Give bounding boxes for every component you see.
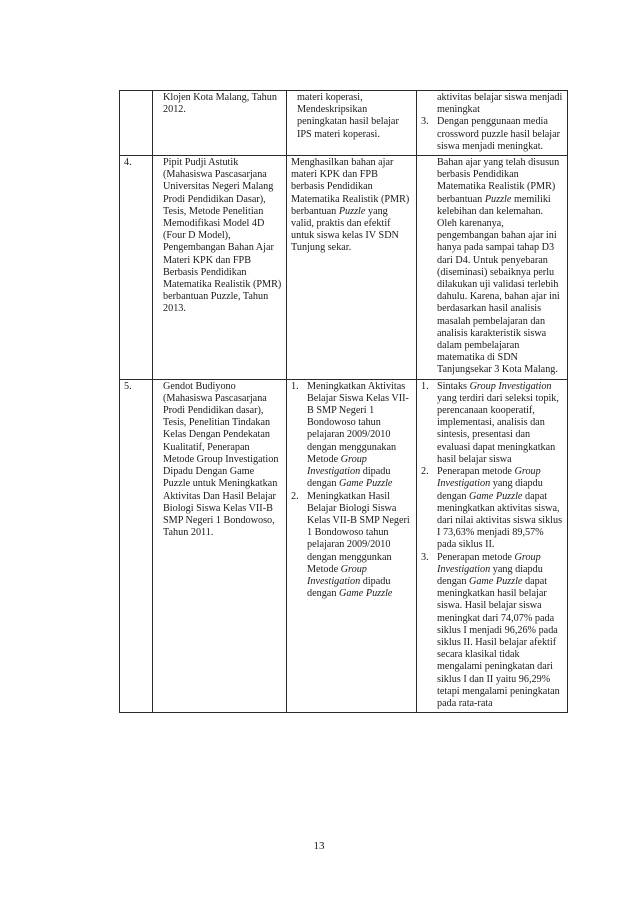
author-cell: Gendot Budiyono (Mahasiswa Pascasarjana Prodi Pendidikan dasar), Tesis, Penelitian Tindakan Kelas Dengan Pendekatan Kualitatif, Penerapan Metode Group Investigation Dipadu Dengan Game Puzzle untuk Meningkatkan Aktivitas Dan Hasil Belajar Biologi Siswa Kelas VII-B SMP Negeri 1 Bondowoso, Tahun 2011. [153, 379, 287, 712]
objective-cell: Menghasilkan bahan ajar materi KPK dan FPB berbasis Pendidikan Matematika Realistik (PMR) berbantuan Puzzle yang valid, praktis dan efektif untuk siswa kelas IV SDN Tunjung sekar. [287, 156, 417, 380]
objective-cell [287, 379, 417, 712]
result-cell: Bahan ajar yang telah disusun berbasis Pendidikan Matematika Realistik (PMR) berbantuan Puzzle memiliki kelebihan dan kelemahan. Oleh karenanya, pengembangan bahan ajar ini hanya pada sampai tahap D3 dari D4. Untuk penyebaran (diseminasi) sebaiknya perlu dilakukan uji validasi terlebih dahulu. Karena, bahan ajar ini berdasarkan hasil analisis masalah pembelajaran dan analisis karakteristik siswa dalam pembelajaran matematika di SDN Tanjungsekar 3 Kota Malang. [417, 156, 568, 380]
result-cell [417, 91, 568, 156]
table-row [120, 379, 568, 712]
list-item: 1. Meningkatkan Aktivitas Belajar Siswa Kelas VII-B SMP Negeri 1 Bondowoso tahun pelajaran 2009/2010 dengan menggunakan Metode Group Investigation dipadu dengan Game Puzzle [291, 380, 409, 490]
objective-list [291, 381, 413, 601]
objective-cell: materi koperasi, Mendeskripsikan peningkatan hasil belajar IPS materi koperasi. [287, 91, 417, 156]
page-number: 13 [313, 840, 325, 852]
result-list [421, 92, 564, 153]
result-list [421, 381, 564, 710]
row-number [120, 91, 153, 156]
list-item: 2. Penerapan metode Group Investigation yang diapdu dengan Game Puzzle dapat meningkatkan aktivitas siswa, dari nilai aktivitas siswa siklus I 73,63% menjadi 89,57% pada siklus II. [421, 466, 563, 551]
result-cell [417, 379, 568, 712]
table-row [120, 156, 568, 380]
row-number: 5. [120, 379, 153, 712]
table-row [120, 91, 568, 156]
literature-review-table [119, 90, 568, 713]
author-cell: Pipit Pudji Astutik (Mahasiswa Pascasarjana Universitas Negeri Malang Prodi Pendidikan Dasar), Tesis, Metode Penelitian Memodifikasi Model 4D (Four D Model), Pengembangan Bahan Ajar Materi KPK dan FPB Berbasis Pendidikan Matematika Realistik (PMR) berbantuan Puzzle, Tahun 2013. [153, 156, 287, 380]
list-item: aktivitas belajar siswa menjadi meningkat [437, 92, 563, 116]
list-item: 2. Meningkatkan Hasil Belajar Biologi Siswa Kelas VII-B SMP Negeri 1 Bondowoso tahun pelajaran 2009/2010 dengan menggunkan Metode Group Investigation dipadu dengan Game Puzzle [291, 490, 410, 600]
list-item: 3. Penerapan metode Group Investigation yang diapdu dengan Game Puzzle dapat meningkatkan hasil belajar siswa. Hasil belajar siswa meningkat dari 74,07% pada siklus I menjadi 96,26% pada siklus II. Hasil belajar afektif secara klasikal tidak mengalami peningkatan dari siklus I dan II yaitu 96,29% tetapi mengalami peningkatan pada rata-rata [421, 551, 560, 709]
list-item: 3. Dengan penggunaan media crossword puzzle hasil belajar siswa menjadi meningkat. [421, 116, 561, 152]
list-item: 1. Sintaks Group Investigation yang terdiri dari seleksi topik, perencanaan kooperatif, implementasi, analisis dan sintesis, presentasi dan evaluasi dapat meningkatkan hasil belajar siswa [421, 380, 559, 465]
author-cell: Klojen Kota Malang, Tahun 2012. [153, 91, 287, 156]
row-number: 4. [120, 156, 153, 380]
